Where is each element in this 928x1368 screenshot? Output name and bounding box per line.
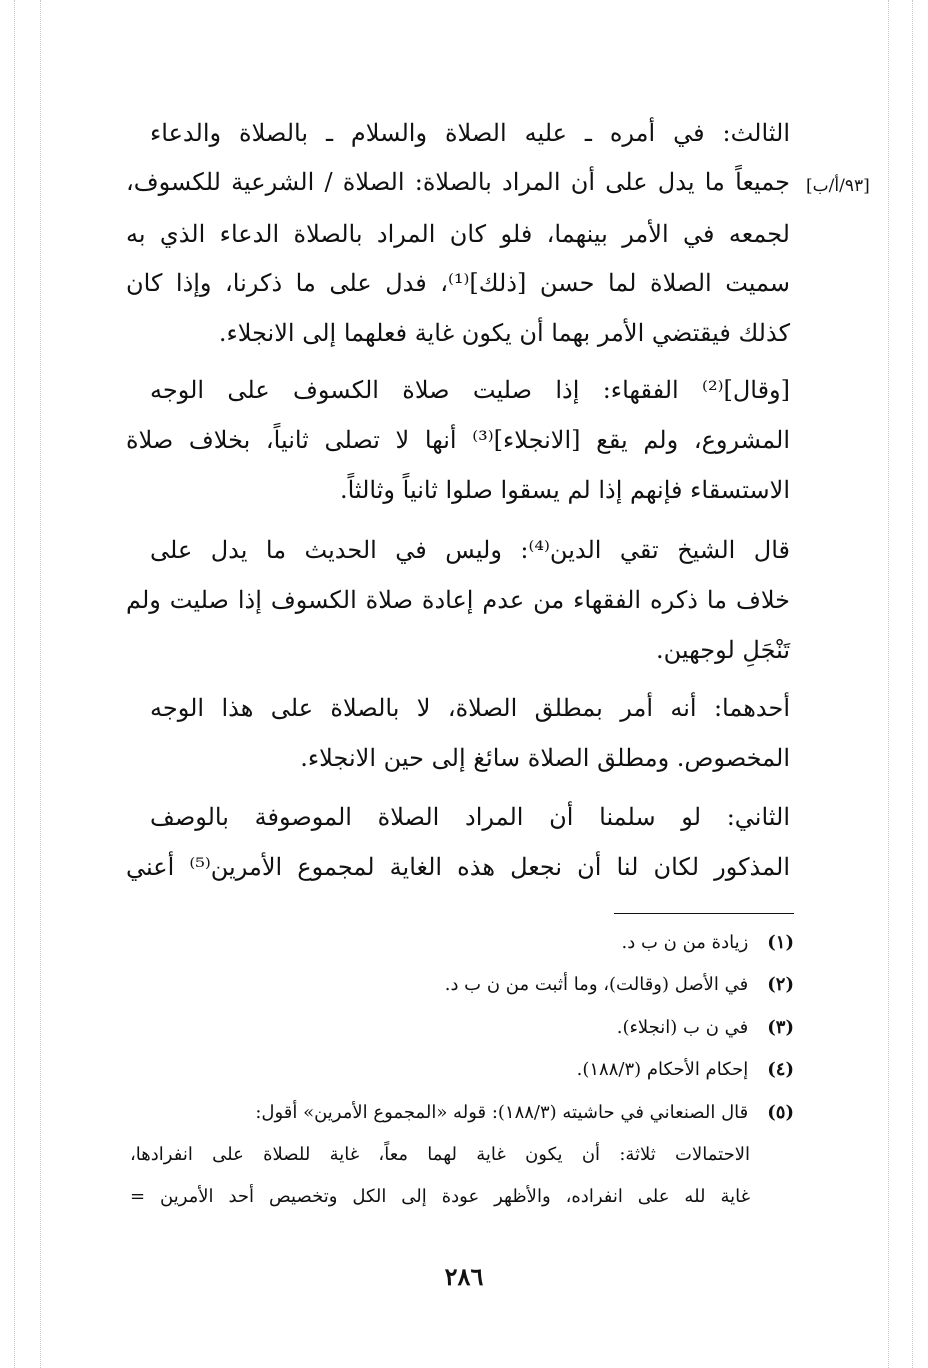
body-line: المذكور لكان لنا أن نجعل هذه الغاية لمجموع الأمرين⁽⁵⁾ أعني (126, 853, 790, 881)
margin-note: [٩٣/أ/ب] (806, 176, 870, 196)
body-line: خلاف ما ذكره الفقهاء من عدم إعادة صلاة الكسوف إذا صليت ولم (126, 586, 790, 614)
footnote-text: زيادة من ن ب د. (621, 932, 749, 953)
body-line: المشروع، ولم يقع [الانجلاء]⁽³⁾ أنها لا تصلى ثانياً، بخلاف صلاة (126, 426, 790, 454)
scan-edge-dots (14, 0, 15, 1368)
footnote-number: (١) (767, 932, 794, 953)
footnote-number: (٥) (767, 1102, 794, 1123)
footnote-text: في ن ب (انجلاء). (616, 1017, 749, 1038)
footnote-text: في الأصل (وقالت)، وما أثبت من ن ب د. (444, 974, 749, 995)
footnote-text: قال الصنعاني في حاشيته (١٨٨/٣): قوله «المجموع الأمرين» أقول: (255, 1102, 749, 1123)
page-number: ٢٨٦ (444, 1262, 484, 1291)
body-line: المخصوص. ومطلق الصلاة سائغ إلى حين الانجلاء. (300, 744, 790, 772)
footnote-separator (614, 913, 794, 914)
body-line: الثالث: في أمره ـ عليه الصلاة والسلام ـ بالصلاة والدعاء (150, 119, 790, 147)
footnote-continuation: الاحتمالات ثلاثة: أن يكون غاية لهما معاً، غاية للصلاة على انفرادها، (130, 1144, 750, 1165)
body-line: أحدهما: أنه أمر بمطلق الصلاة، لا بالصلاة على هذا الوجه (150, 694, 790, 722)
body-line: الثاني: لو سلمنا أن المراد الصلاة الموصوفة بالوصف (150, 803, 790, 831)
footnote-number: (٤) (767, 1059, 794, 1080)
body-line: تَنْجَلِ لوجهين. (656, 636, 790, 664)
footnote-text: إحكام الأحكام (١٨٨/٣). (576, 1059, 749, 1080)
footnote-continuation: غاية لله على انفراده، والأظهر عودة إلى الكل وتخصيص أحد الأمرين = (130, 1186, 750, 1207)
body-line: الاستسقاء فإنهم إذا لم يسقوا صلوا ثانياً وثالثاً. (339, 476, 790, 504)
body-line: لجمعه في الأمر بينهما، فلو كان المراد بالصلاة الدعاء الذي به (126, 220, 790, 248)
footnote (622, 928, 795, 958)
body-line: [وقال]⁽²⁾ الفقهاء: إذا صليت صلاة الكسوف على الوجه (150, 376, 790, 404)
body-line: سميت الصلاة لما حسن [ذلك]⁽¹⁾، فدل على ما ذكرنا، وإذا كان (126, 269, 791, 297)
footnote-number: (٣) (767, 1017, 794, 1038)
footnote (577, 1055, 794, 1085)
footnote-number: (٢) (767, 974, 794, 995)
footnote (617, 1013, 794, 1043)
body-line: جميعاً ما يدل على أن المراد بالصلاة: الصلاة / الشرعية للكسوف، (126, 168, 790, 196)
scan-edge-dots (40, 0, 41, 1368)
body-line: كذلك فيقتضي الأمر بهما أن يكون غاية فعلهما إلى الانجلاء. (218, 319, 790, 347)
footnote (445, 970, 794, 1000)
footnote (255, 1098, 794, 1128)
body-line: قال الشيخ تقي الدين⁽⁴⁾: وليس في الحديث ما يدل على (150, 536, 790, 564)
